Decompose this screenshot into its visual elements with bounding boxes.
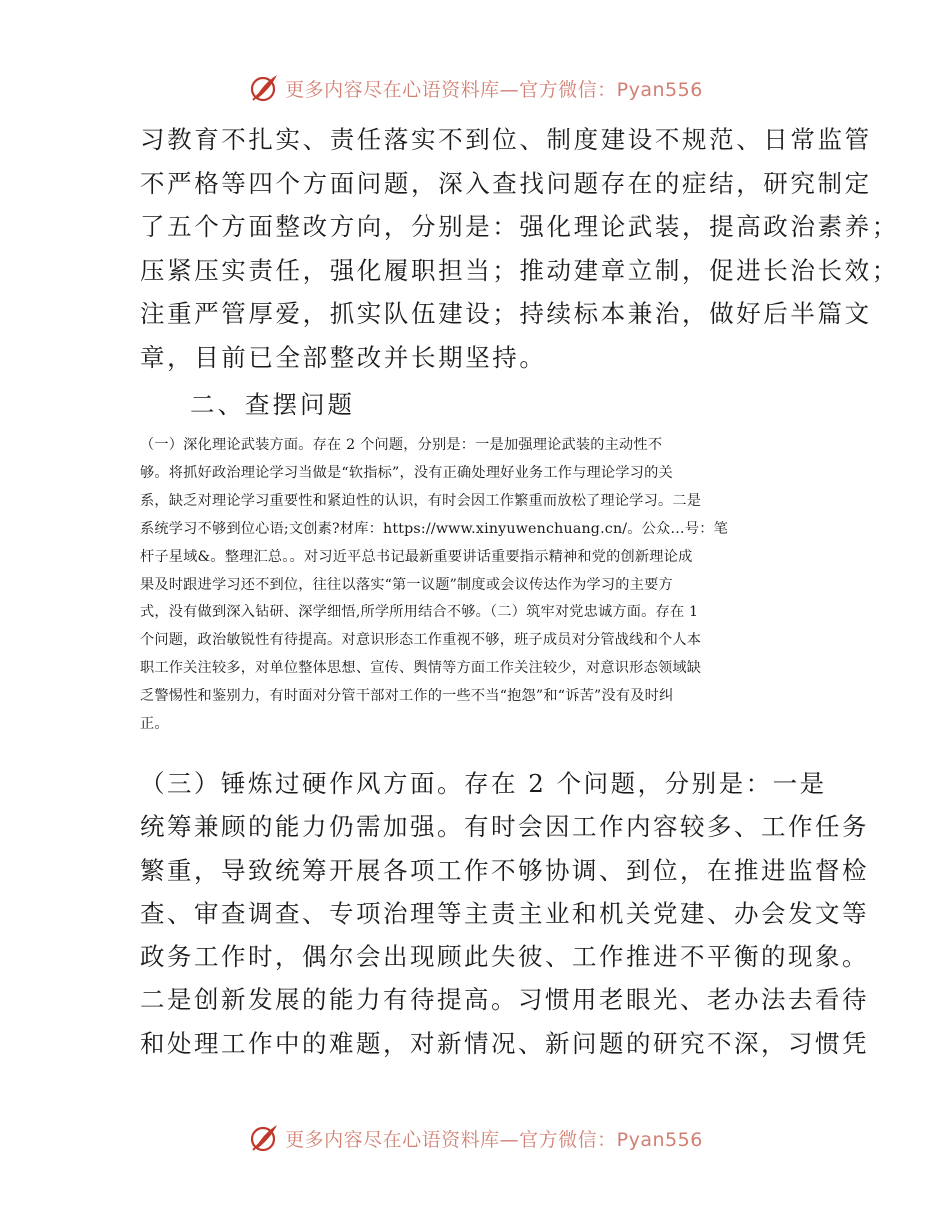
text-line: 繁重，导致统筹开展各项工作不够协调、到位，在推进监督检 <box>140 855 869 885</box>
quill-logo-icon <box>247 71 281 105</box>
text-line: 二是创新发展的能力有待提高。习惯用老眼光、老办法去看待 <box>140 985 869 1015</box>
watermark-text: 更多内容尽在心语资料库—官方微信：Pyan556 <box>285 78 703 101</box>
text-line: 政务工作时，偶尔会出现顾此失彼、工作推进不平衡的现象。 <box>140 942 869 972</box>
quill-logo-icon <box>247 1121 281 1155</box>
text-line: （一）深化理论武装方面。存在 2 个问题，分别是：一是加强理论武装的主动性不 <box>140 437 663 453</box>
text-line: 和处理工作中的难题，对新情况、新问题的研究不深，习惯凭 <box>140 1028 869 1058</box>
text-line: 章，目前已全部整改并长期坚持。 <box>140 342 547 372</box>
text-line: 系，缺乏对理论学习重要性和紧迫性的认识，有时会因工作繁重而放松了理论学习。二是 <box>140 492 702 509</box>
text-line: 正。 <box>140 716 169 733</box>
intro-paragraph <box>140 118 899 379</box>
text-line: 习教育不扎实、责任落实不到位、制度建设不规范、日常监管 <box>140 125 872 154</box>
small-paragraph <box>140 432 820 739</box>
text-line: 不严格等四个方面问题，深入查找问题存在的症结，研究制定 <box>140 168 872 198</box>
text-line: 统筹兼顾的能力仍需加强。有时会因工作内容较多、工作任务 <box>140 812 869 842</box>
text-line: 了五个方面整改方向，分别是：强化理论武装，提高政治素养； <box>140 212 899 241</box>
text-line: （三）锤炼过硬作风方面。存在 2 个问题，分别是：一是 <box>140 769 827 798</box>
text-line: 杆子星域&。整理汇总。。对习近平总书记最新重要讲话重要指示精神和党的创新理论成 <box>140 548 693 565</box>
text-line: 压紧压实责任，强化履职担当；推动建章立制，促进长治长效； <box>140 255 899 285</box>
watermark-text: 更多内容尽在心语资料库—官方微信：Pyan556 <box>285 1128 703 1151</box>
text-line: 乏警惕性和鉴别力，有时面对分管干部对工作的一些不当“抱怨”和“诉苦”没有及时纠 <box>140 688 674 705</box>
text-line: 查、审查调查、专项治理等主责主业和机关党建、办会发文等 <box>140 898 869 928</box>
text-line: 个问题，政治敏锐性有待提高。对意识形态工作重视不够，班子成员对分管战线和个人本 <box>140 632 702 649</box>
section-three-paragraph <box>140 762 869 1065</box>
text-line: 职工作关注较多，对单位整体思想、宣传、舆情等方面工作关注较少，对意识形态领域缺 <box>140 660 702 677</box>
section-heading: 二、查摆问题 <box>190 390 355 419</box>
text-line: 够。将抓好政治理论学习当做是“软指标”，没有正确处理好业务工作与理论学习的关 <box>140 464 673 481</box>
text-line: 果及时跟进学习还不到位，往往以落实“第一议题”制度或会议传达作为学习的主要方 <box>140 576 673 593</box>
footer-watermark <box>0 1118 950 1158</box>
header-watermark <box>0 68 950 108</box>
text-line: 式，没有做到深入钻研、深学细悟,所学所用结合不够。（二）筑牢对党忠诚方面。存在 1 <box>140 604 699 621</box>
text-line: 系统学习不够到位心语;文创素?材库：https://www.xinyuwenchuang.cn/。公众…号：笔 <box>140 520 728 537</box>
text-line: 注重严管厚爱，抓实队伍建设；持续标本兼治，做好后半篇文 <box>140 299 872 328</box>
